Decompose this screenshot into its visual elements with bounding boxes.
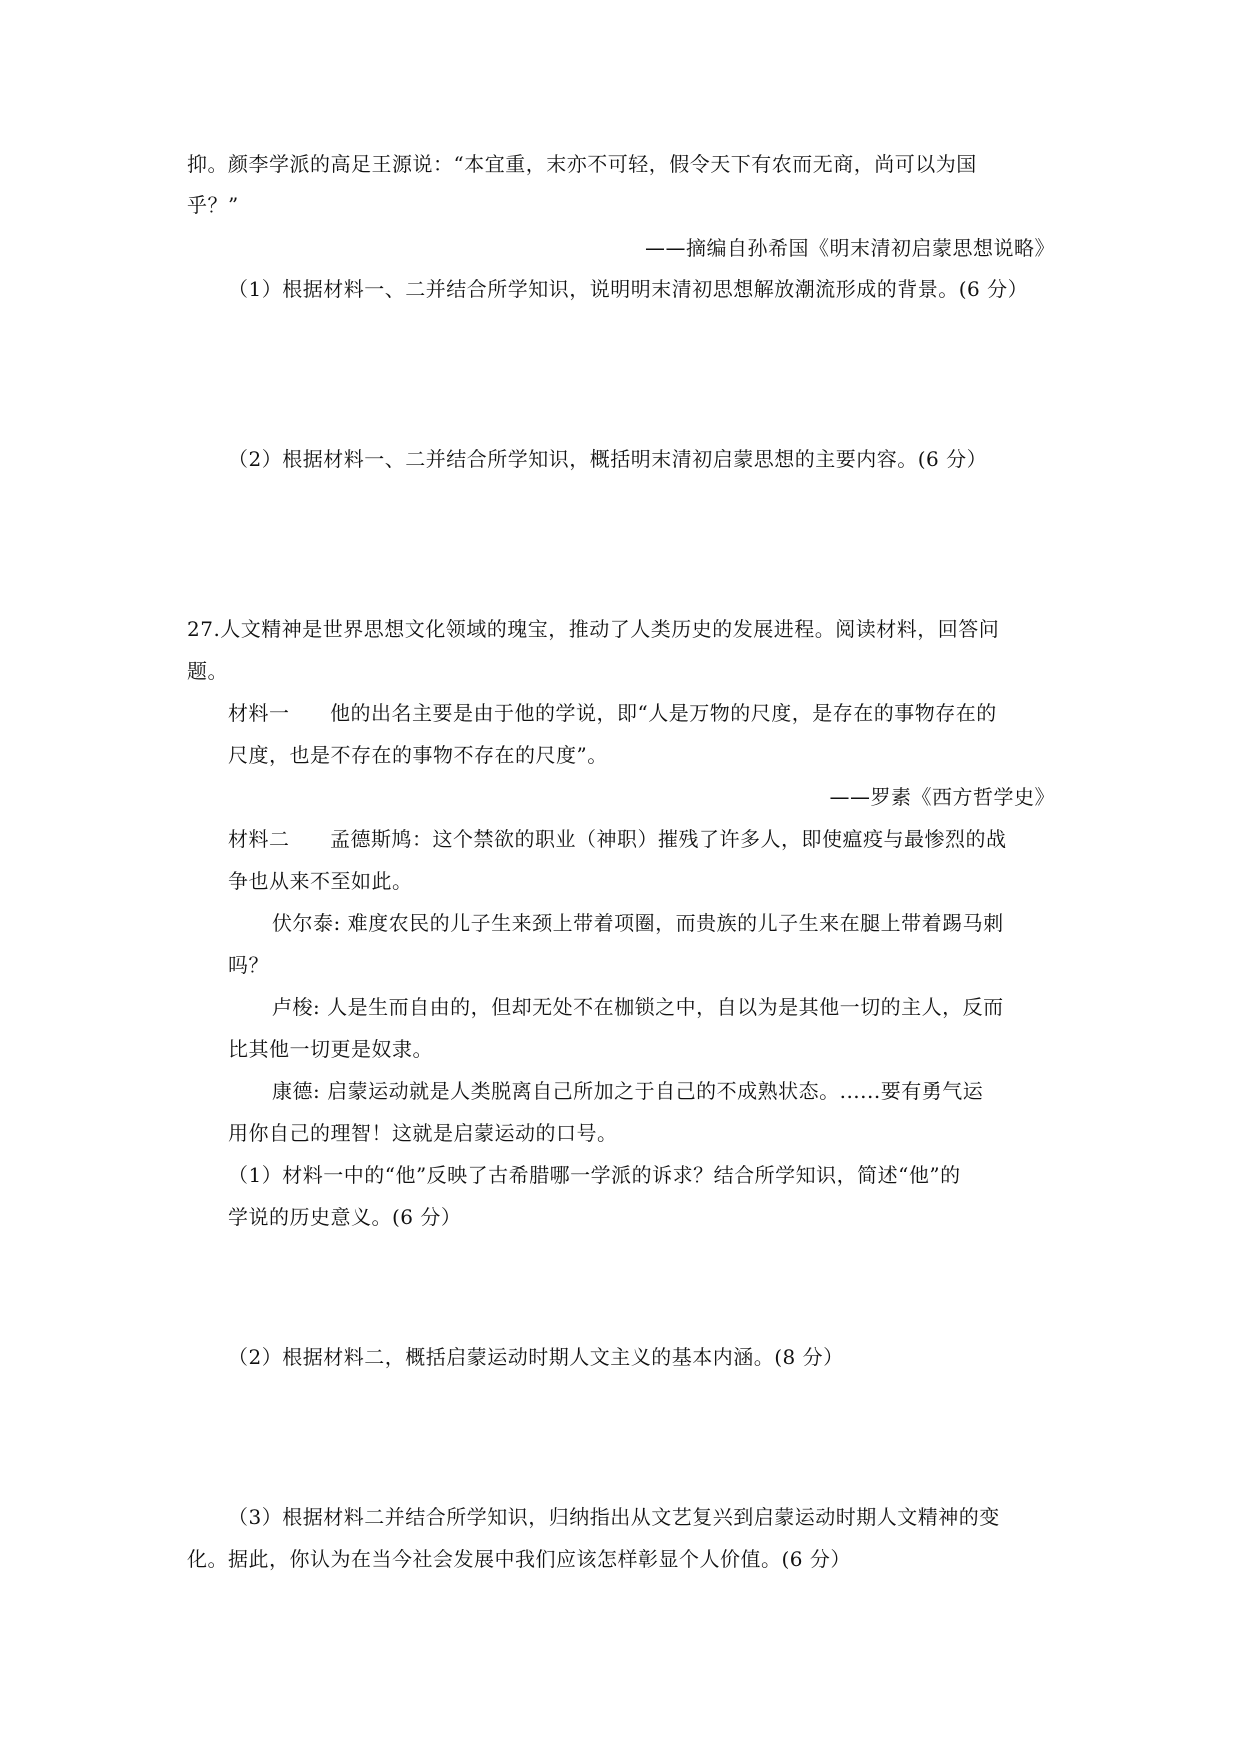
q27-material1-line1: 他的出名主要是由于他的学说，即“人是万物的尺度，是存在的事物存在的	[330, 701, 997, 725]
q27-material1-source: ——罗素《西方哲学史》	[829, 785, 1055, 809]
q26-subquestion-1: （1）根据材料一、二并结合所学知识，说明明末清初思想解放潮流形成的背景。(6 分）	[228, 277, 1029, 301]
q27-answer-space-3	[187, 1580, 1057, 1730]
q26-material-text-line1: 抑。颜李学派的高足王源说：“本宜重，末亦不可轻，假令天下有农而无商，尚可以为国	[187, 152, 977, 176]
q27-material2-voltaire-line2: 吗？	[228, 953, 269, 977]
q27-material2-voltaire-line1: 伏尔泰: 难度农民的儿子生来颈上带着项圈，而贵族的儿子生来在腿上带着踢马刺	[272, 911, 1004, 935]
q26-answer-space-1	[187, 310, 1057, 440]
q27-stem-line2: 题。	[187, 659, 228, 683]
q27-answer-space-1	[187, 1238, 1057, 1338]
q26-material-text-line2: 乎？”	[187, 193, 239, 217]
q26-subquestion-2: （2）根据材料一、二并结合所学知识，概括明末清初启蒙思想的主要内容。(6 分）	[228, 447, 988, 471]
q27-subquestion-3-line2: 化。据此，你认为在当今社会发展中我们应该怎样彰显个人价值。(6 分）	[187, 1547, 851, 1571]
q27-material1-line2: 尺度，也是不存在的事物不存在的尺度”。	[228, 743, 608, 767]
q27-stem-line1: 27.人文精神是世界思想文化领域的瑰宝，推动了人类历史的发展进程。阅读材料，回答问	[187, 617, 1000, 641]
q27-material2-montesquieu-line2: 争也从来不至如此。	[228, 869, 413, 893]
q27-material2-rousseau-line1: 卢梭: 人是生而自由的，但却无处不在枷锁之中，自以为是其他一切的主人，反而	[272, 995, 1004, 1019]
q26-material-source: ——摘编自孙希国《明末清初启蒙思想说略》	[645, 236, 1055, 260]
q26-answer-space-2	[187, 480, 1057, 610]
q27-subquestion-2: （2）根据材料二，概括启蒙运动时期人文主义的基本内涵。(8 分）	[228, 1345, 844, 1369]
q27-material2-label: 材料二	[228, 827, 290, 851]
q27-material1-label: 材料一	[228, 701, 290, 725]
q27-material2-montesquieu-line1: 孟德斯鸠：这个禁欲的职业（神职）摧残了许多人，即使瘟疫与最惨烈的战	[330, 827, 1007, 851]
q27-material2-kant-line2: 用你自己的理智！这就是启蒙运动的口号。	[228, 1121, 618, 1145]
q27-material2-kant-line1: 康德: 启蒙运动就是人类脱离自己所加之于自己的不成熟状态。......要有勇气运	[272, 1079, 984, 1103]
q27-subquestion-3-line1: （3）根据材料二并结合所学知识，归纳指出从文艺复兴到启蒙运动时期人文精神的变	[228, 1505, 1000, 1529]
q27-material2-rousseau-line2: 比其他一切更是奴隶。	[228, 1037, 433, 1061]
q27-subquestion-1-line1: （1）材料一中的“他”反映了古希腊哪一学派的诉求？结合所学知识，简述“他”的	[228, 1163, 961, 1187]
q27-subquestion-1-line2: 学说的历史意义。(6 分）	[228, 1205, 462, 1229]
q27-answer-space-2	[187, 1378, 1057, 1498]
